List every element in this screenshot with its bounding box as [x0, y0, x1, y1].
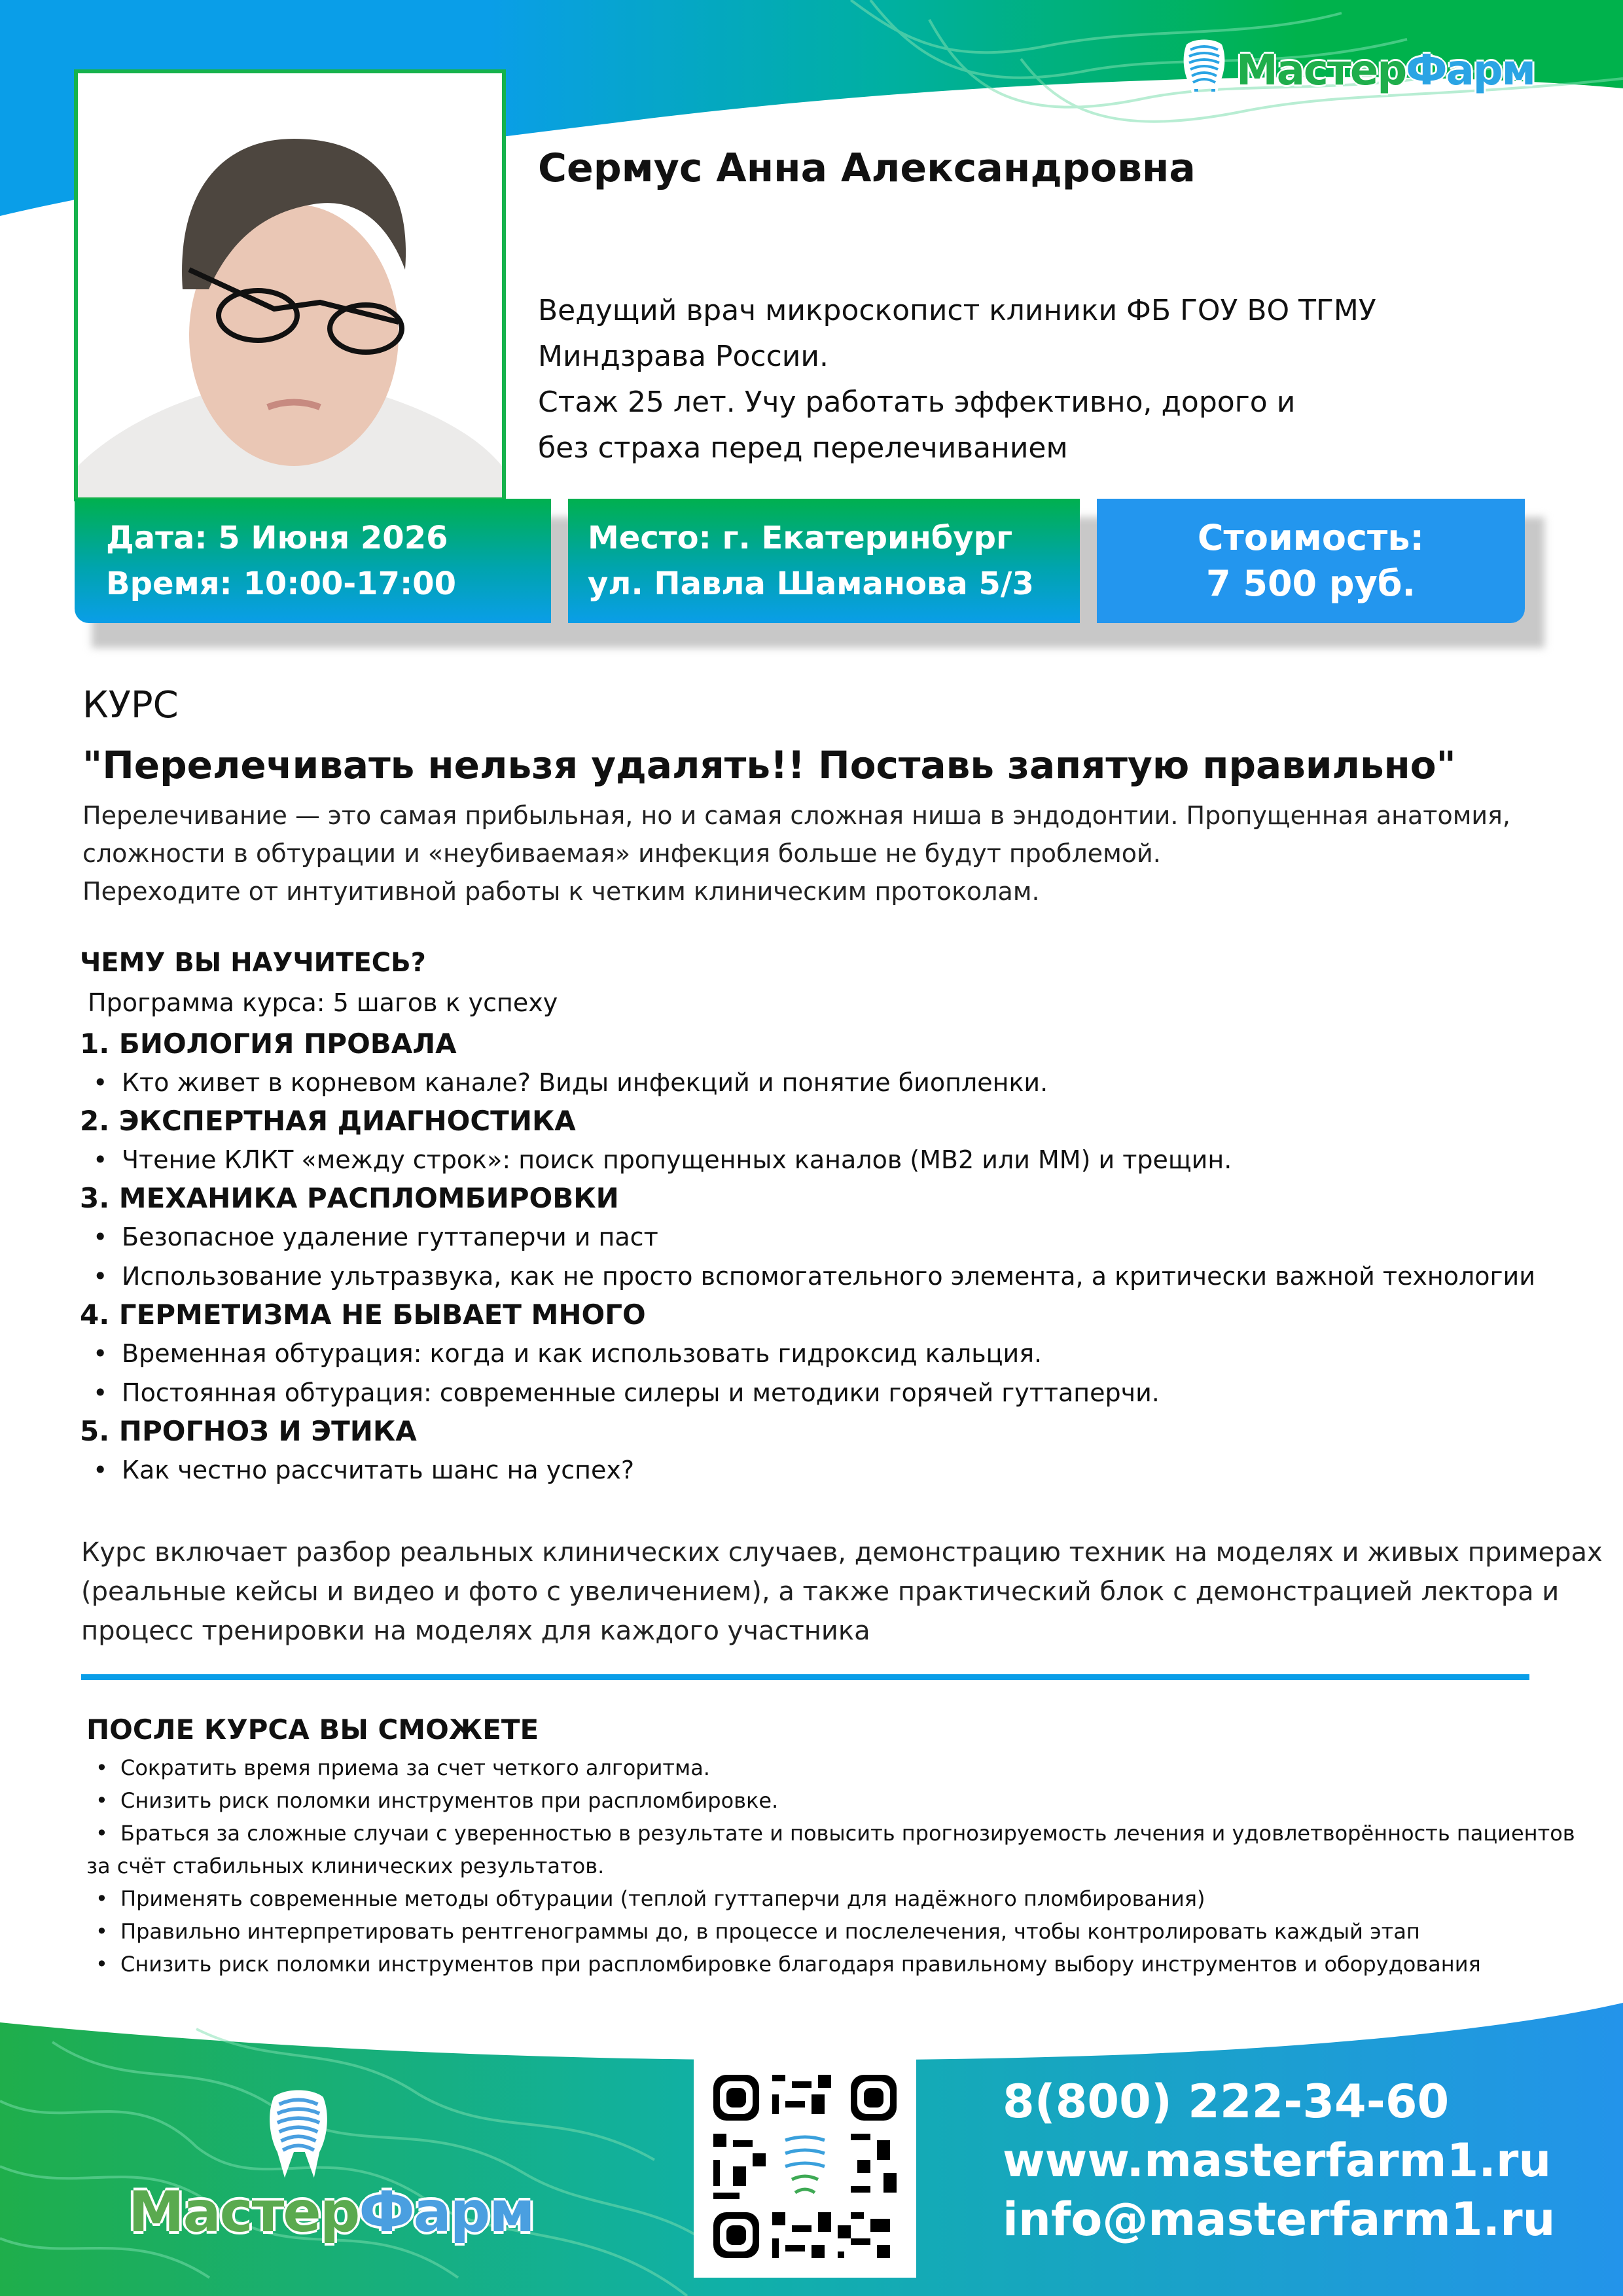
step-bullet: • Временная обтурация: когда и как использовать гидроксид кальция.: [80, 1334, 1605, 1373]
bullet-icon: •: [96, 1788, 108, 1813]
date-time-box: [75, 499, 551, 623]
bullet-icon: •: [93, 1456, 108, 1484]
doctor-bio: [538, 288, 1467, 471]
event-city: Место: г. Екатеринбург: [588, 520, 1013, 556]
intro-line: Переходите от интуитивной работы к четким клиническим протоколам.: [82, 877, 1040, 906]
step-bullet: • Чтение КЛКТ «между строк»: поиск пропущенных каналов (MB2 или MM) и трещин.: [80, 1140, 1605, 1179]
after-item: • Снизить риск поломки инструментов при распломбировке благодаря правильному выбору инструментов и оборудования: [86, 1948, 1605, 1981]
bullet-icon: •: [93, 1145, 108, 1174]
doctor-name: Сермус Анна Александровна: [538, 145, 1196, 191]
doctor-photo: [74, 69, 506, 501]
bullet-icon: •: [93, 1262, 108, 1291]
bullet-icon: •: [96, 1755, 108, 1780]
step-bullet: • Постоянная обтурация: современные силеры и методики горячей гуттаперчи.: [80, 1373, 1605, 1412]
bio-line: Стаж 25 лет. Учу работать эффективно, дорого и: [538, 386, 1296, 419]
after-item: • Сократить время приема за счет четкого алгоритма.: [86, 1751, 1605, 1784]
brand-logo-footer: [128, 2088, 534, 2251]
bullet-icon: •: [93, 1378, 108, 1407]
qr-code[interactable]: [694, 2055, 916, 2278]
contacts: [1003, 2072, 1555, 2249]
program-steps: [80, 1025, 1605, 1490]
bullet-icon: •: [96, 1821, 108, 1846]
qr-code-image: [694, 2055, 916, 2278]
price-value: 7 500 руб.: [1206, 563, 1416, 604]
bullet-icon: •: [96, 1952, 108, 1977]
step-title: 1. БИОЛОГИЯ ПРОВАЛА: [80, 1028, 457, 1060]
doctor-portrait: [78, 73, 502, 497]
includes-line: процесс тренировки на моделях для каждого участника: [81, 1616, 870, 1646]
includes-line: Курс включает разбор реальных клинических случаев, демонстрацию техник на моделях и живых примерах: [81, 1537, 1603, 1568]
step-title: 5. ПРОГНОЗ И ЭТИКА: [80, 1415, 417, 1447]
price-box: [1097, 499, 1525, 623]
phone-link[interactable]: 8(800) 222-34-60: [1003, 2075, 1450, 2128]
intro-line: Перелечивание — это самая прибыльная, но и самая сложная ниша в эндодонтии. Пропущенная анатомия,: [82, 801, 1510, 830]
after-item: • Применять современные методы обтурации (теплой гуттаперчи для надёжного пломбирования): [86, 1882, 1605, 1915]
tooth-icon: [259, 2088, 338, 2179]
after-item: • Правильно интерпретировать рентгенограммы до, в процессе и послелечения, чтобы контролировать каждый этап: [86, 1915, 1605, 1948]
brand-logo-top: [1181, 38, 1535, 103]
bio-line: без страха перед перелечиванием: [538, 431, 1068, 465]
after-item-continuation: за счёт стабильных клинических результатов.: [86, 1854, 605, 1878]
step-title: 3. МЕХАНИКА РАСПЛОМБИРОВКИ: [80, 1182, 619, 1214]
brand-wordmark: МастерФарм: [128, 2179, 534, 2245]
intro-line: сложности в обтурации и «неубиваемая» инфекция больше не будут проблемой.: [82, 839, 1161, 868]
step-bullet: • Использование ультразвука, как не просто вспомогательного элемента, а критически важной технологии: [80, 1257, 1605, 1296]
after-course-heading: ПОСЛЕ КУРСА ВЫ СМОЖЕТЕ: [86, 1713, 539, 1746]
location-box: [568, 499, 1080, 623]
after-course-list: [86, 1751, 1605, 1981]
course-title: "Перелечивать нельзя удалять!! Поставь запятую правильно": [82, 743, 1456, 787]
event-date: Дата: 5 Июня 2026: [106, 520, 448, 556]
email-link[interactable]: info@masterfarm1.ru: [1003, 2193, 1556, 2246]
event-time: Время: 10:00-17:00: [106, 565, 456, 602]
section-divider: [81, 1674, 1529, 1680]
event-address: ул. Павла Шаманова 5/3: [588, 565, 1034, 602]
brand-wordmark: МастерФарм: [1236, 46, 1535, 95]
step-bullet: • Кто живет в корневом канале? Виды инфекций и понятие биопленки.: [80, 1063, 1605, 1102]
step-bullet: • Как честно рассчитать шанс на успех?: [80, 1450, 1605, 1490]
course-intro: [82, 797, 1588, 910]
website-link[interactable]: www.masterfarm1.ru: [1003, 2134, 1552, 2187]
bio-line: Миндзрава России.: [538, 340, 829, 373]
bullet-icon: •: [93, 1068, 108, 1097]
course-includes: [81, 1533, 1603, 1651]
program-subtitle: Программа курса: 5 шагов к успеху: [88, 988, 558, 1017]
step-title: 4. ГЕРМЕТИЗМА НЕ БЫВАЕТ МНОГО: [80, 1299, 646, 1331]
tooth-icon: [1181, 38, 1227, 103]
bullet-icon: •: [96, 1919, 108, 1944]
bullet-icon: •: [93, 1339, 108, 1368]
learn-heading: ЧЕМУ ВЫ НАУЧИТЕСЬ?: [80, 948, 426, 978]
step-bullet: • Безопасное удаление гуттаперчи и паст: [80, 1217, 1605, 1257]
bullet-icon: •: [96, 1886, 108, 1911]
includes-line: (реальные кейсы и видео и фото с увеличением), а также практический блок с демонстрацией лектора и: [81, 1577, 1560, 1607]
course-label: КУРС: [82, 684, 179, 726]
bullet-icon: •: [93, 1223, 108, 1251]
after-item: • Снизить риск поломки инструментов при распломбировке.: [86, 1784, 1605, 1817]
bio-line: Ведущий врач микроскопист клиники ФБ ГОУ ВО ТГМУ: [538, 294, 1376, 327]
after-item: • Браться за сложные случаи с уверенностью в результате и повысить прогнозируемость лечения и удовлетворённость пациентов: [86, 1817, 1605, 1850]
price-label: Стоимость:: [1197, 517, 1425, 558]
step-title: 2. ЭКСПЕРТНАЯ ДИАГНОСТИКА: [80, 1105, 576, 1137]
